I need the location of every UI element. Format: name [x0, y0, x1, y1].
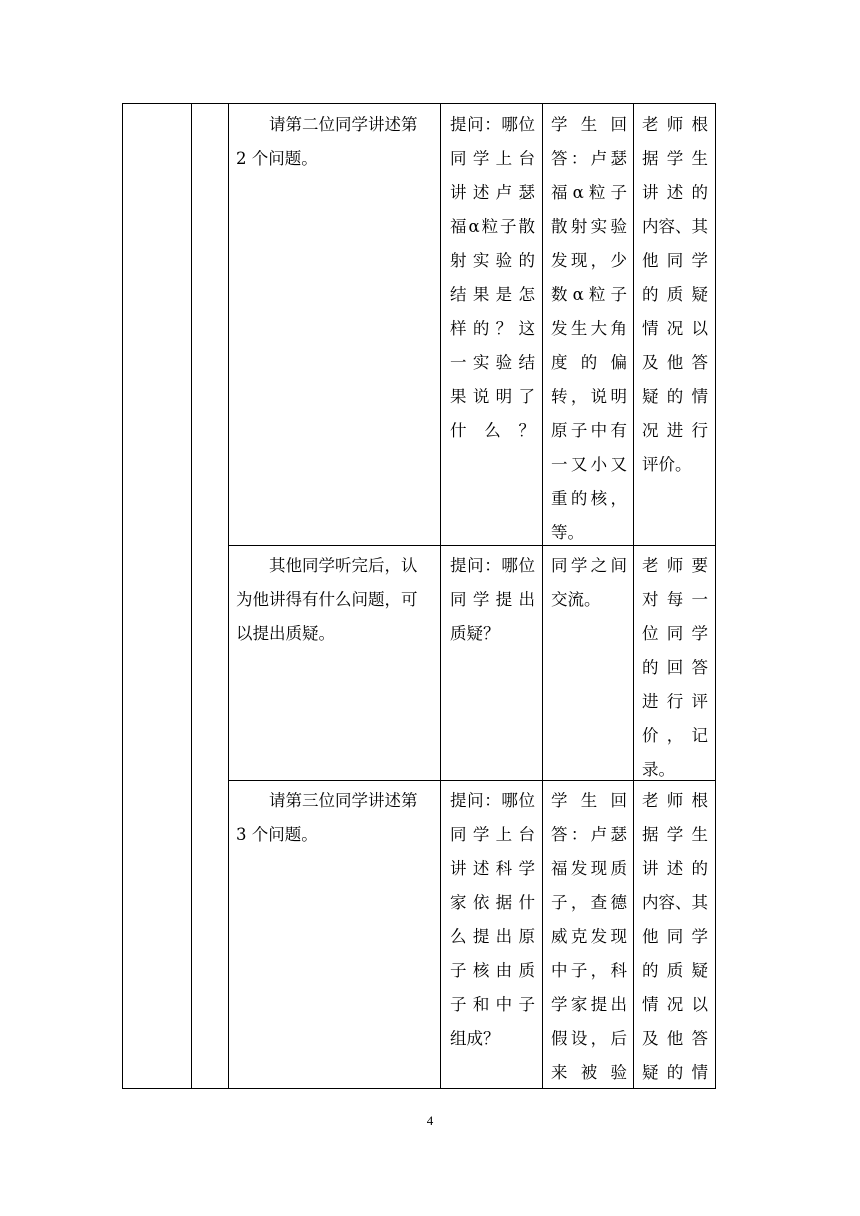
- table-border-right: [715, 104, 716, 1088]
- table-cell-evaluation: [642, 108, 708, 482]
- cell-line: 对每一: [642, 590, 708, 609]
- cell-line: 原子中有: [551, 421, 627, 440]
- cell-line: 福α粒子: [551, 183, 627, 202]
- cell-line: 情况以: [642, 995, 708, 1014]
- table-border-left: [122, 104, 123, 1088]
- cell-line: 质疑？: [450, 624, 500, 643]
- table-cell-student-activity: [551, 784, 627, 1090]
- cell-line: 及他答: [642, 353, 708, 372]
- cell-line: 他同学: [642, 927, 708, 946]
- cell-line: 请第二位同学讲述第: [236, 115, 418, 134]
- table-cell-description: [236, 549, 436, 651]
- cell-line: 答：卢瑟: [551, 149, 627, 168]
- cell-line: 同学之间: [551, 556, 627, 575]
- cell-line: 一又小又: [551, 455, 627, 474]
- table-cell-evaluation: [642, 784, 708, 1090]
- cell-line: 3 个问题。: [236, 825, 318, 844]
- cell-line: 老师根: [642, 115, 708, 134]
- cell-line: 学生回: [551, 115, 627, 134]
- cell-line: 提问：哪位: [450, 115, 535, 134]
- cell-line: 同学提出: [450, 590, 535, 609]
- cell-line: 提问：哪位: [450, 556, 535, 575]
- table-cell-evaluation: [642, 549, 708, 787]
- table-divider: [228, 104, 229, 1088]
- cell-line: 子和中子: [450, 995, 535, 1014]
- cell-line: 来被验: [551, 1063, 627, 1082]
- cell-line: 等。: [551, 523, 584, 542]
- table-divider: [542, 104, 543, 1088]
- cell-line: 讲述的: [642, 859, 708, 878]
- cell-line: 请第三位同学讲述第: [236, 791, 418, 810]
- table-divider: [633, 104, 634, 1088]
- cell-line: 散射实验: [551, 217, 627, 236]
- cell-line: 价，记: [642, 726, 708, 745]
- table-cell-description: [236, 108, 436, 176]
- cell-line: 的回答: [642, 658, 708, 677]
- cell-line: 老师要: [642, 556, 708, 575]
- cell-line: 结果是怎: [450, 285, 535, 304]
- table-divider: [440, 104, 441, 1088]
- cell-line: 的质疑: [642, 285, 708, 304]
- cell-line: 假设，后: [551, 1029, 627, 1048]
- cell-line: 一实验结: [450, 353, 535, 372]
- cell-line: 内容、其: [642, 217, 708, 236]
- cell-line: 讲述卢瑟: [450, 183, 535, 202]
- cell-line: 同学上台: [450, 149, 535, 168]
- cell-line: 家依据什: [450, 893, 535, 912]
- cell-line: 福发现质: [551, 859, 627, 878]
- cell-line: 情况以: [642, 319, 708, 338]
- cell-line: 数α粒子: [551, 285, 627, 304]
- table-cell-teacher-activity: [450, 108, 535, 448]
- cell-line: 其他同学听完后，认: [236, 556, 418, 575]
- cell-line: 为他讲得有什么问题，可: [236, 590, 418, 609]
- cell-line: 提问：哪位: [450, 791, 535, 810]
- cell-line: 学家提出: [551, 995, 627, 1014]
- cell-line: 威克发现: [551, 927, 627, 946]
- cell-line: 转，说明: [551, 387, 627, 406]
- cell-line: 发生大角: [551, 319, 627, 338]
- cell-line: 果说明了: [450, 387, 535, 406]
- cell-line: 发现，少: [551, 251, 627, 270]
- cell-line: 度的偏: [551, 353, 627, 372]
- cell-line: 子，查德: [551, 893, 627, 912]
- cell-line: 福α粒子散: [450, 217, 535, 236]
- cell-line: 疑的情: [642, 387, 708, 406]
- cell-line: 录。: [642, 760, 675, 779]
- cell-line: 评价。: [642, 455, 692, 474]
- cell-line: 同学上台: [450, 825, 535, 844]
- cell-line: 他同学: [642, 251, 708, 270]
- row-separator: [228, 545, 716, 546]
- cell-line: 2 个问题。: [236, 149, 318, 168]
- table-cell-student-activity: [551, 549, 627, 617]
- cell-line: 交流。: [551, 590, 601, 609]
- cell-line: 疑的情: [642, 1063, 708, 1082]
- cell-line: 据学生: [642, 825, 708, 844]
- lesson-table: [122, 103, 716, 1089]
- cell-line: 讲述科学: [450, 859, 535, 878]
- cell-line: 射实验的: [450, 251, 535, 270]
- cell-line: 及他答: [642, 1029, 708, 1048]
- cell-line: 内容、其: [642, 893, 708, 912]
- cell-line: 据学生: [642, 149, 708, 168]
- cell-line: 中子，科: [551, 961, 627, 980]
- table-divider: [191, 104, 192, 1088]
- page-number: 4: [426, 1113, 434, 1128]
- table-cell-description: [236, 784, 436, 852]
- cell-line: 什么？: [450, 421, 535, 440]
- cell-line: 学生回: [551, 791, 627, 810]
- cell-line: 的质疑: [642, 961, 708, 980]
- cell-line: 答：卢瑟: [551, 825, 627, 844]
- cell-line: 况进行: [642, 421, 708, 440]
- table-cell-teacher-activity: [450, 549, 535, 651]
- cell-line: 么提出原: [450, 927, 535, 946]
- cell-line: 进行评: [642, 692, 708, 711]
- cell-line: 组成？: [450, 1029, 500, 1048]
- table-cell-student-activity: [551, 108, 627, 550]
- cell-line: 以提出质疑。: [236, 624, 335, 643]
- table-cell-teacher-activity: [450, 784, 535, 1056]
- cell-line: 子核由质: [450, 961, 535, 980]
- cell-line: 老师根: [642, 791, 708, 810]
- cell-line: 位同学: [642, 624, 708, 643]
- cell-line: 讲述的: [642, 183, 708, 202]
- cell-line: 重的核，: [551, 489, 627, 508]
- cell-line: 样的？这: [450, 319, 535, 338]
